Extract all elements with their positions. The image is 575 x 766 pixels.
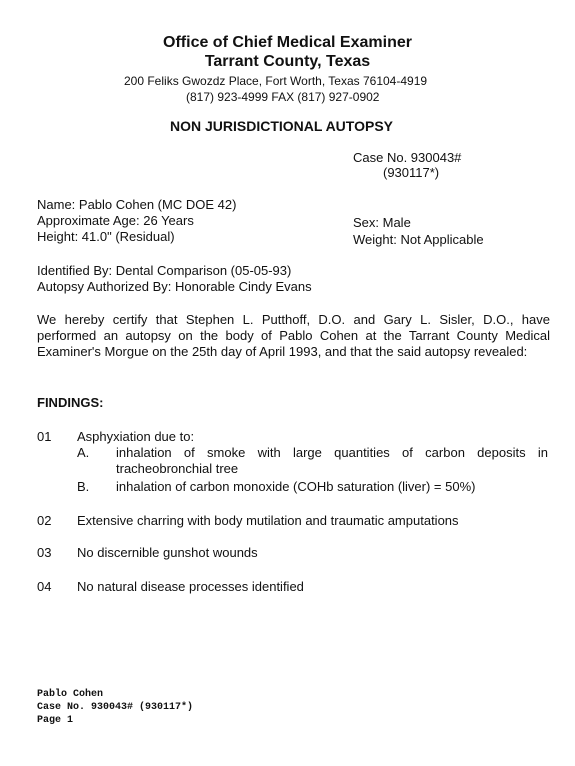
- case-number-alt: (930117*): [383, 165, 440, 180]
- footer-page: Page 1: [37, 715, 74, 726]
- finding-number: 04: [37, 579, 52, 594]
- subject-age: Approximate Age: 26 Years: [37, 213, 194, 228]
- office-name: Office of Chief Medical Examiner: [163, 34, 412, 51]
- subject-name: Name: Pablo Cohen (MC DOE 42): [37, 197, 237, 212]
- subject-height: Height: 41.0" (Residual): [37, 229, 175, 244]
- office-phone: (817) 923-4999 FAX (817) 927-0902: [186, 90, 380, 104]
- findings-heading: FINDINGS:: [37, 395, 104, 410]
- footer-name: Pablo Cohen: [37, 689, 104, 700]
- finding-number: 03: [37, 545, 52, 560]
- finding-sub-letter: A.: [77, 445, 90, 460]
- finding-text: Extensive charring with body mutilation and traumatic amputations: [77, 513, 459, 528]
- finding-number: 02: [37, 513, 52, 528]
- subject-sex: Sex: Male: [353, 215, 411, 230]
- identified-by: Identified By: Dental Comparison (05-05-93): [37, 263, 292, 278]
- certification-paragraph: We hereby certify that Stephen L. Putthoff, D.O. and Gary L. Sisler, D.O., have performed an autopsy on the body of Pablo Cohen at the Tarrant County Medical Examiner's Morgue on the 25th day of April 1993, and that the said autopsy revealed:: [37, 312, 550, 359]
- finding-sub-text-continued: tracheobronchial tree: [116, 461, 239, 476]
- document-title: NON JURISDICTIONAL AUTOPSY: [170, 118, 393, 134]
- authorized-by: Autopsy Authorized By: Honorable Cindy Evans: [37, 279, 312, 294]
- finding-sub-letter: B.: [77, 479, 90, 494]
- office-address: 200 Feliks Gwozdz Place, Fort Worth, Texas 76104-4919: [124, 74, 428, 88]
- footer-case: Case No. 930043# (930117*): [37, 702, 194, 713]
- subject-weight: Weight: Not Applicable: [353, 232, 484, 247]
- finding-text: No discernible gunshot wounds: [77, 545, 258, 560]
- finding-sub-text: inhalation of smoke with large quantities of carbon deposits in: [116, 445, 548, 460]
- finding-number: 01: [37, 429, 52, 444]
- finding-text: No natural disease processes identified: [77, 579, 304, 594]
- county-name: Tarrant County, Texas: [204, 53, 371, 70]
- finding-sub-text: inhalation of carbon monoxide (COHb saturation (liver) = 50%): [116, 479, 476, 494]
- case-number: Case No. 930043#: [353, 150, 462, 165]
- finding-text: Asphyxiation due to:: [77, 429, 195, 444]
